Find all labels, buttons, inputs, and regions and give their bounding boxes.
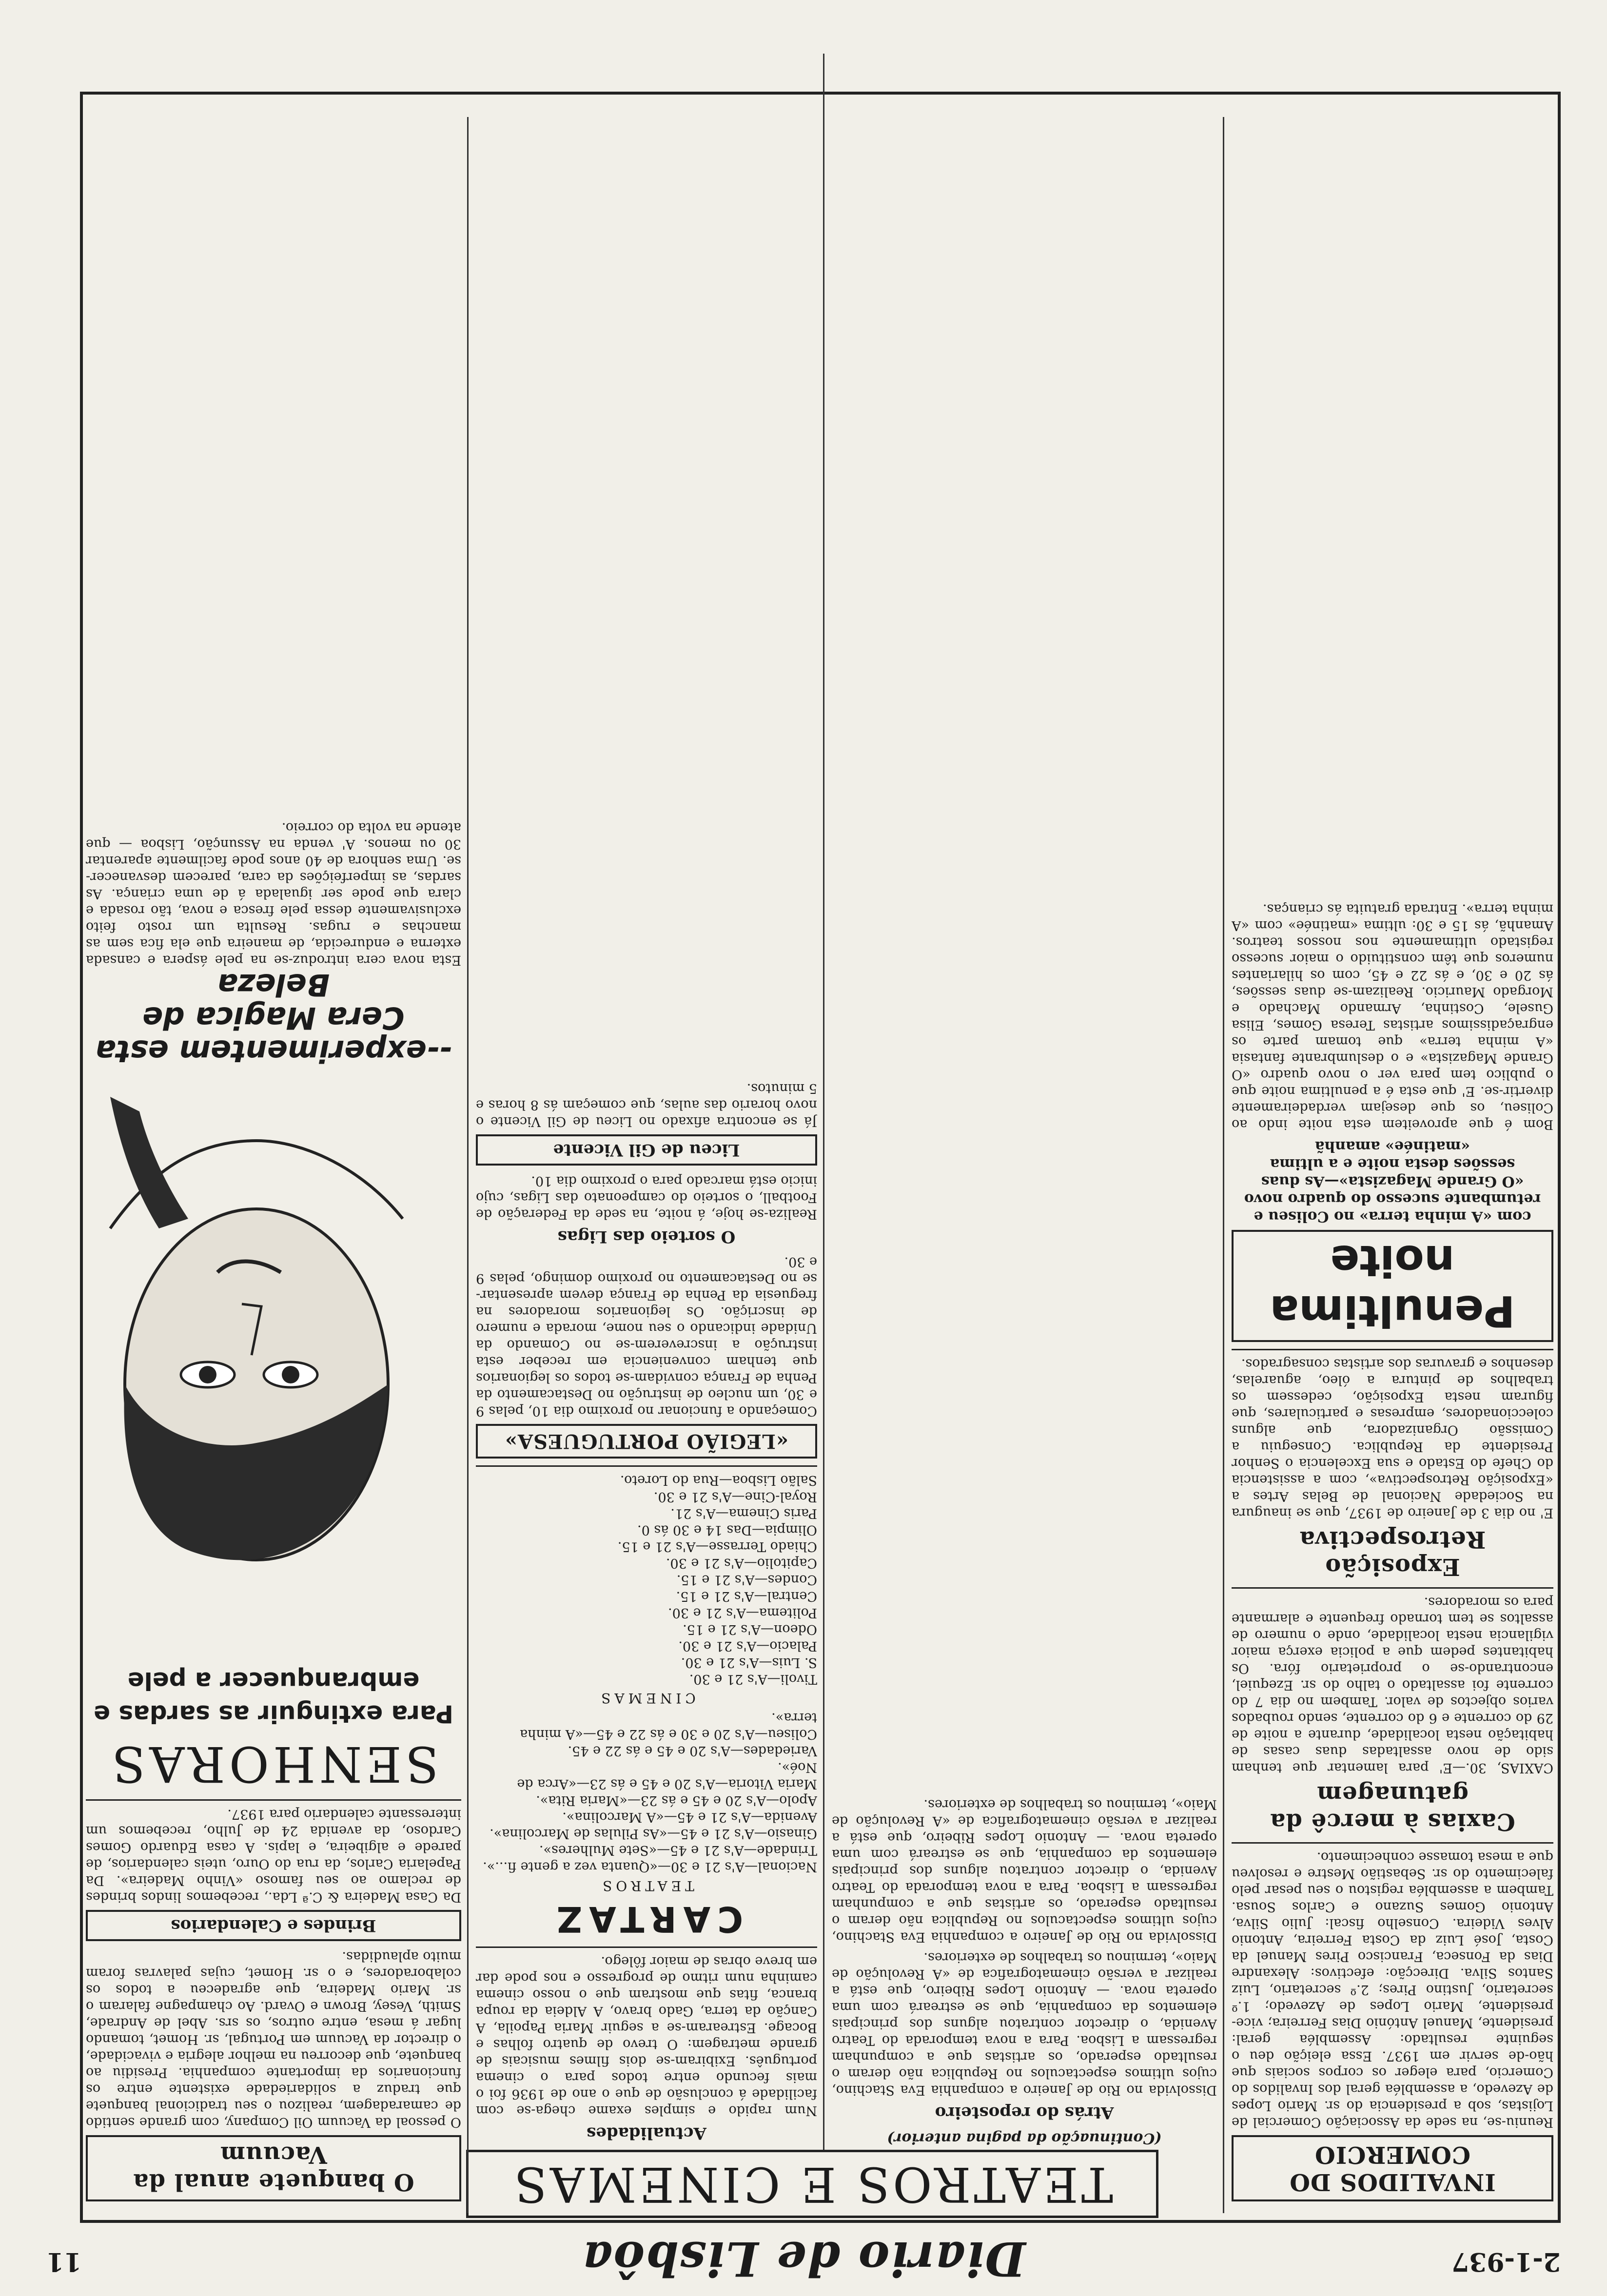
brindes-heading: Brindes e Calendarios	[86, 1910, 461, 1941]
column-commerce	[1232, 112, 1553, 2208]
legiao-article: Começando a funcionar no proximo dia 10, pelas 9 e 30, um nucleo de instrução no Destacamento da Penha de França convidam-se todos os legionarios que tenham conveniencia em receber esta instrução a inscreverem-se no Comando da Unidade indicando o seu nome, morada e numero de inscrição. Os legionarios moradores na freguesia da Penha de França devem apresentar-se no Destacamento no proximo domingo, pelas 9 e 30.	[476, 1254, 817, 1419]
portrait-drawing	[86, 1068, 461, 1657]
actualidades-heading: Actualidades	[587, 2123, 706, 2143]
penultima-heading: Penultima noite	[1232, 1230, 1553, 1342]
cera-article: Esta nova cera introduz-se na pele áspera e cansada externa e endurecida, de maneira que ela fica sem as manchas e rugas. Resulta um rosto feito exclusivamente dessa pele fresca e nova, tão rosada e clara que pode ser igualada á de uma criança. As sardas, as imperfeições da cara, parecem desvanecer-se. Uma senhora de 40 anos pode facilmente aparentar 30 ou menos. A' venda na Assunção, Lisboa — que atende na volta do correio.	[86, 820, 461, 968]
divider	[1232, 1587, 1553, 1589]
page-number: 11	[46, 2247, 82, 2277]
senhoras-heading: SENHORAS	[108, 1735, 439, 1792]
gil-article: Já se encontra afixado no Liceu de Gil Vicente o novo horario das aulas, que começam ás 8 horas e 5 minutos.	[476, 1081, 817, 1129]
vacuum-article: O pessoal da Vacuum Oil Company, com grande sentido de camaradagem, realizou o seu tradicional banquete que traduz a solidariedade existente entre os funcionarios da importante companhia. Presidiu ao banquete, que decorreu na melhor alegria e vivacidade, o director da Vacuum em Portugal, sr. Homet, tomando lugar á mesa, entre outros, os srs. Abel de Andrade, Smith, Vesey, Brown e Ovard. Ao champagne falaram o sr. Mario Madeira, que agradeceu a todos os colaboradores, e o sr. Homet, cujas palavras foram muito aplaudidas.	[86, 1949, 461, 2130]
gil-heading: Liceu de Gil Vicente	[476, 1134, 817, 1166]
teatros-listing: Nacional—A's 21 e 30—«Quanta vez a gente fi...». Trindade—A's 21 e 45—«Sete Mulheres». Ginasio—A's 21 e 45—«As Pilulas de Marcolina». Avenida—A's 21 e 45—«A Marcolina». Apolo—A's 20 e 45 e ás 23—«Maria Rita». Maria Vitoria—A's 20 e 45 e ás 23—«Arca de Noé». Variedades—A's 20 e 45 e ás 22 e 45. Coliseu—A's 20 e 30 e ás 22 e 45—«A minha terra».	[483, 1710, 817, 1874]
penultima-subheading: com «A minha terra» no Coliseu e retumbante sucesso do quadro novo «O Grande Magazista»—As duas sessões desta noite e a ultima «matinée» amanhã	[1244, 1138, 1541, 1225]
column-ads	[86, 112, 461, 2208]
brindes-article: Da Casa Madeira & C.ª Lda., recebemos lindos brindes de reclamo ao seu famoso «Vinho Madeira». Da Papelaria Carlos, da rua do Ouro, uteis calendarios, de parede e algibeira, e lapis. A casa Eduardo Gomes Cardoso, da avenida 24 de Julho, recebemos um interessante calendario para 1937.	[86, 1807, 461, 1905]
retrospectiva-heading: Exposição Retrospectiva	[1299, 1526, 1486, 1580]
cinemas-listing: Tivoli—A's 21 e 30. S. Luis—A's 21 e 30. Palacio—A's 21 e 30. Odeon—A's 21 e 15. Politema—A's 21 e 30. Central—A's 21 e 15. Condes—A's 21 e 15. Capitolio—A's 21 e 30. Chiado Terrasse—A's 21 e 15. Olimpia—Das 14 e 30 ás 0. Paris Cinema—A's 21. Royal-Cine—A's 21 e 30. Salão Lisboa—Rua do Loreto.	[617, 1473, 817, 1687]
vacuum-heading: O banquete anual da Vacuum	[86, 2135, 461, 2201]
reposteiro-article: Dissolvida no Rio de Janeiro a companhia Eva Stachino, cujos ultimos espectaculos no Republica não deram o resultado esperado, os artistas que a compunham regressam a Lisboa. Para a nova temporada do Teatro Avenida, o director contratou alguns dos principais elementos da companhia, que se estreará com uma opereta nova. — Antonio Lopes Ribeiro, que está a realizar a versão cinematografica de «A Revolução de Maio», terminou os trabalhos de exteriores.	[832, 1950, 1217, 2098]
penultima-article: Bom é que aproveitem esta noite indo ao Coliseu, os que desejam verdadeiramente divertir-se. E' que esta é a penultima noite que o publico tem para ver o novo quadro «O Grande Magazista» e o deslumbrante fantasia «A minha terra» que tomam parte os engraçadissimos artistas Teresa Gomes, Elisa Gusele, Costinha, Armando Machado e Morgado Mauricio. Realizam-se duas sessões, ás 20 e 30, e ás 22 e 45, com os hilariantes numeros que têm constituido o maior sucesso registado ultimamente nos nossos teatros. Amanhã, ás 15 e 30: ultima «matinée» com «A minha terra». Entrada gratuita ás crianças.	[1232, 901, 1553, 1132]
masthead: Diario de Lisbôa	[581, 2231, 1026, 2286]
column-rule	[1223, 117, 1224, 2213]
senhoras-subheading: Para extinguir as sardas e embranquecer a pele	[94, 1667, 453, 1728]
column-rule	[823, 54, 824, 2150]
column-rule	[467, 117, 469, 2213]
continuation-note: (Continuação da pagina anterior)	[887, 2130, 1162, 2147]
divider	[476, 1946, 817, 1948]
page-date: 2-1-937	[1451, 2247, 1561, 2277]
divider	[1232, 1349, 1553, 1350]
column-cartaz	[476, 54, 817, 2150]
ligas-article: Realiza-se hoje, á noite, na sede da Federação de Football, o sorteio do campeonato das Ligas, cujo inicio está marcado para o proximo dia 10.	[476, 1173, 817, 1222]
caxias-heading: Caxias à mercê da gatunagem	[1270, 1781, 1515, 1835]
invalidos-heading: INVALIDOS DO COMERCIO	[1232, 2135, 1553, 2201]
reposteiro-heading: Atrás do reposteiro	[935, 2103, 1114, 2122]
invalidos-article: Reuniu-se, na sede da Associação Comercial de Lojistas, sob a presidencia do sr. Mario Lopes de Azevedo, a assembléa geral dos Invalidos do Comercio, para eleger os corpos sociais que hão-de servir em 1937. Essa eleição deu o seguinte resultado: Assembléa geral: presidente, Manuel António Dias Ferreira; vice-presidente, Mario Lopes de Azevedo; 1.º secretario, Justino Pires; 2.º secretario, Luiz Santos Silva. Direcção: efectivos: Alexandre Dias da Fonseca, Francisco Pires Manuel da Costa, José Luiz da Costa Ferreira, Antonio Alves Videira. Conselho fiscal: Julio Silva, Antonio Gomes Suzano e Carlos Sousa. Tambem a assembléa registou o seu pesar pelo falecimento do sr. Sebastião Mestre e resolveu que a mesa tomasse conhecimento.	[1232, 1849, 1553, 2130]
actualidades-article: Num rapido e simples exame chega-se com facilidade á conclusão de que o ano de 1936 foi o mais fecundo entre todos para o cinema português. Exibiram-se dois filmes musicais de grande metragem: O trevo de quatro folhas e Bocage. Estrearam-se a seguir Maria Papoila, A Canção da terra, Gado bravo, A Aldeia da roupa branca, fitas que mostram que o nosso cinema caminha num ritmo de progresso e nos pode dar em breve obras de maior fôlego.	[476, 1954, 817, 2118]
cera-heading: --experimentem esta Cera Magica de Beleza	[95, 967, 452, 1069]
divider	[86, 1799, 461, 1801]
column-theatre-news	[832, 54, 1217, 2150]
cinemas-label: CINEMAS	[597, 1690, 696, 1706]
divider	[476, 1465, 817, 1467]
woman-portrait-illustration	[86, 1068, 461, 1657]
legiao-heading: «LEGIÃO PORTUGUESA»	[476, 1424, 817, 1459]
cartaz-heading: CARTAZ	[549, 1899, 744, 1940]
reposteiro-article-cont: Dissolvida no Rio de Janeiro a companhia Eva Stachino, cujos ultimos espectaculos no Republica não deram o resultado esperado, os artistas que a compunham regressam a Lisboa. Para a nova temporada do Teatro Avenida, o director contratou alguns dos principais elementos da companhia, que se estreará com uma opereta nova. — Antonio Lopes Ribeiro, que está a realizar a versão cinematografica de «A Revolução de Maio», terminou os trabalhos de exteriores.	[832, 1797, 1217, 1945]
section-header: TEATROS E CINEMAS	[466, 2150, 1158, 2218]
caxias-article: CAXIAS, 30.—E' para lamentar que tenham sido de novo assaltadas duas casas de habitação nesta localidade, durante a noite de 29 do corrente e 6 do corrente, sendo roubados varios objectos de valor. Tambem no dia 7 do corrente foi assaltado o talho do sr. Ezequiel, encontrando-se o proprietario fóra. Os habitantes pedem que a policia exerça maior vigilancia nesta localidade, onde o numero de assaltos se tem tornado frequente e alarmante para os moradores.	[1232, 1595, 1553, 1775]
divider	[1232, 1842, 1553, 1844]
ligas-heading: O sorteio das Ligas	[557, 1227, 736, 1246]
teatros-label: TEATROS	[599, 1878, 694, 1894]
retrospectiva-article: E' no dia 3 de Janeiro de 1937, que se inaugura na Sociedade Nacional de Belas Artes a «Exposição Retrospectiva», com a assistencia do Chefe do Estado e sua Excelencia o Senhor Presidente da Republica. Conseguiu a Comissão Organizadora, que alguns coleccionadores, empresas e particulares, que figuram nesta Exposição, cedessem os trabalhos de pintura a óleo, aguarelas, desenhos e gravuras dos artistas consagrados.	[1232, 1356, 1553, 1520]
